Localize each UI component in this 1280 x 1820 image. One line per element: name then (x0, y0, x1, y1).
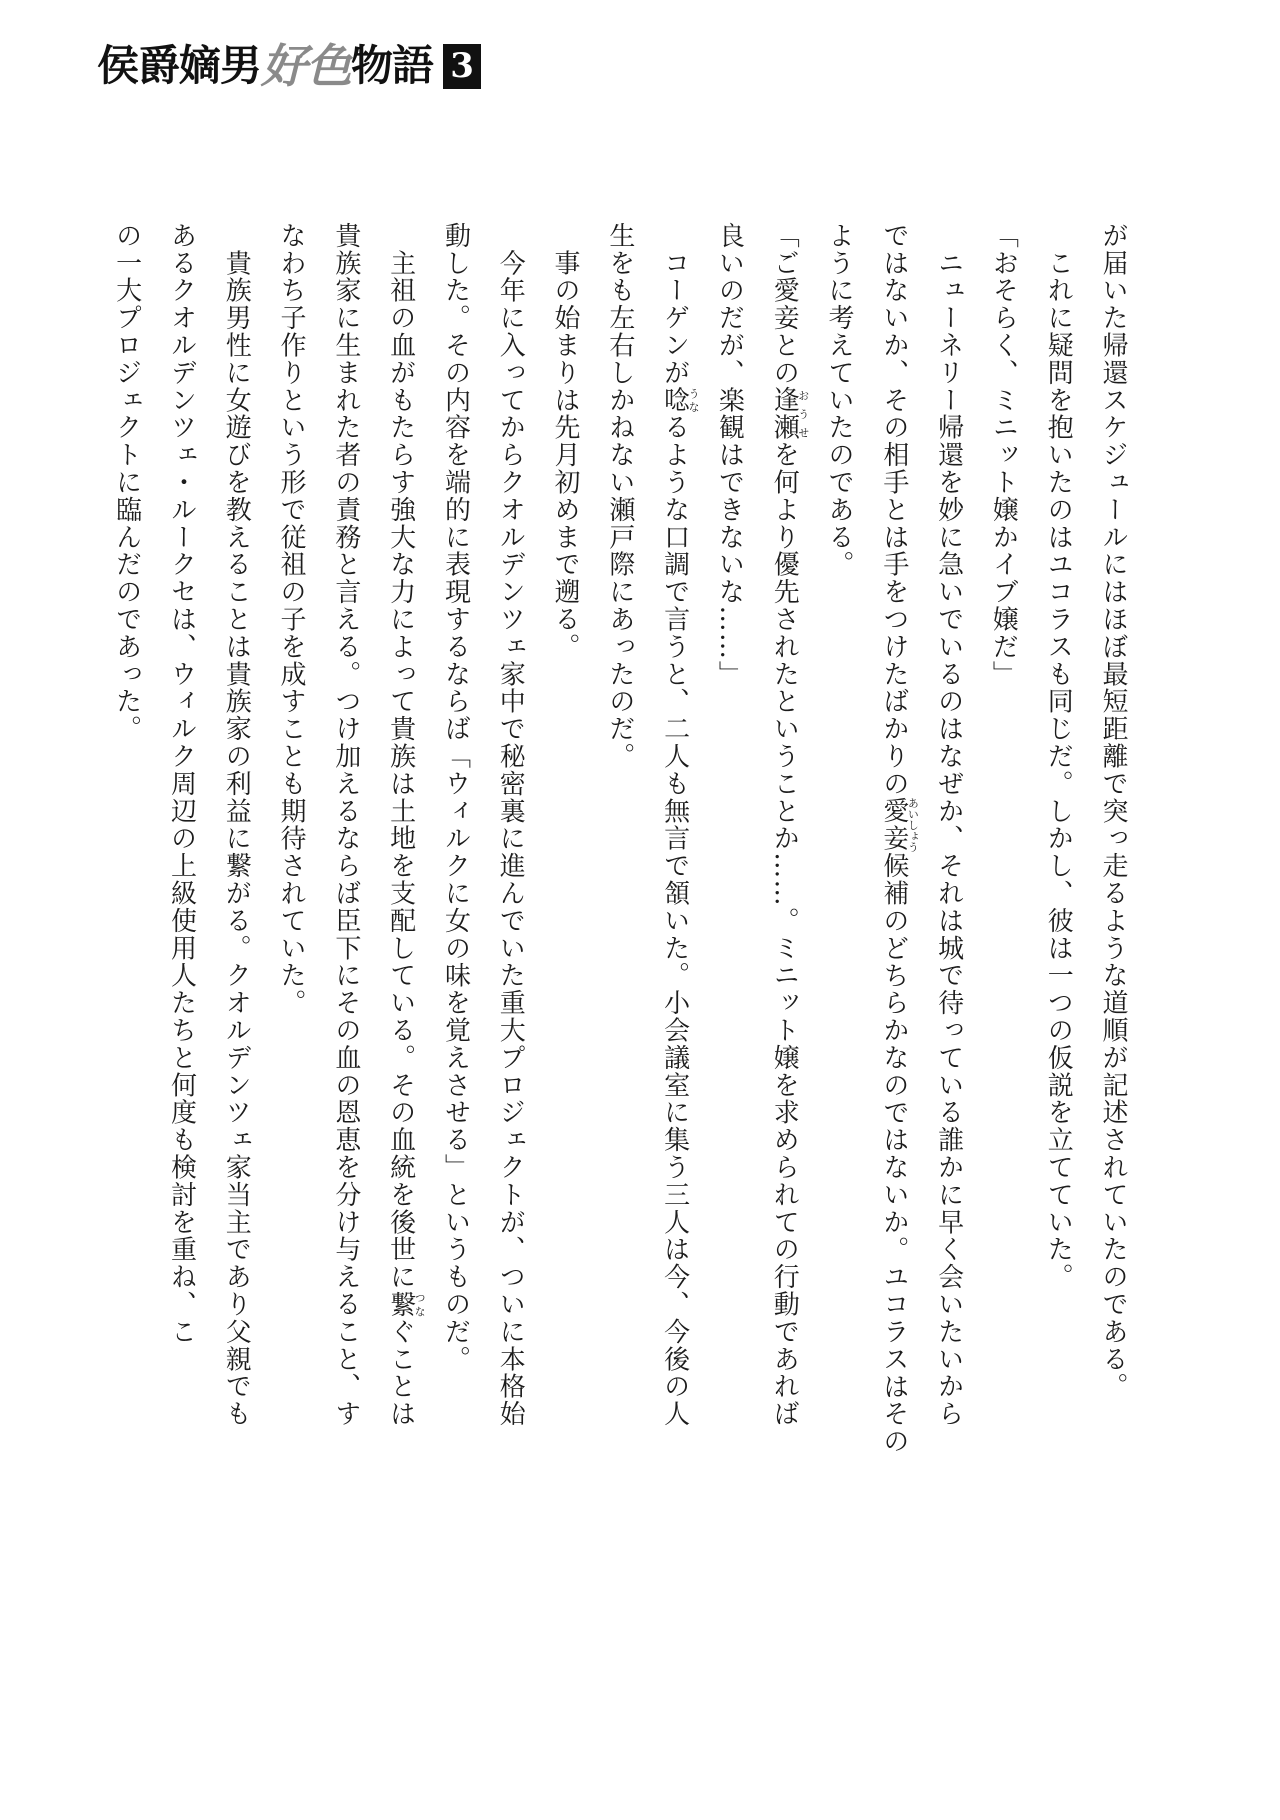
text-line: が届いた帰還スケジュールにはほぼ最短距離で突っ走るような道順が記述されていたのである。 (1098, 222, 1128, 1401)
text-line: なわち子作りという形で従祖の子を成すことも期待されていた。 (276, 222, 307, 1017)
ruby-reading: おうせ (796, 386, 810, 442)
text-line: 良いのだが、楽観はできないな……」 (714, 222, 745, 688)
text-segment: 「ご愛妾との (769, 222, 800, 387)
volume-number-badge: 3 (443, 44, 481, 89)
ruby-word (659, 386, 701, 414)
text-line: 今年に入ってからクオルデンツェ家中で秘密裏に進んでいた重大プロジェクトが、ついに本格始 (495, 222, 526, 1428)
text-line: ニューネリー帰還を妙に急いでいるのはなぜか、それは城で待っている誰かに早く会いたいから (933, 222, 964, 1428)
text-line: 動した。その内容を端的に表現するならば「ウィルクに女の味を覚えさせる」というものだ。 (440, 222, 471, 1373)
text-line: 貴族家に生まれた者の責務と言える。つけ加えるならば臣下にその血の恩恵を分け与えること、す (330, 222, 361, 1428)
text-line (647, 222, 702, 1428)
ruby-reading: あいしょう (906, 797, 920, 853)
ruby-base: 繋 (385, 1290, 416, 1319)
ruby-base: 愛妾 (878, 797, 909, 853)
text-line: ように考えていたのである。 (824, 222, 855, 579)
text-line: これに疑問を抱いたのはユコラスも同じだ。しかし、彼は一つの仮説を立てていた。 (1043, 222, 1074, 1291)
ruby-reading: うな (687, 386, 701, 414)
text-segment: コーゲンが (659, 222, 690, 387)
text-line: あるクオルデンツェ・ルークセは、ウィルク周辺の上級使用人たちと何度も検討を重ね、こ (166, 222, 197, 1346)
title-accent: 好色 (261, 39, 352, 93)
title-prefix: 侯爵嫡男 (97, 41, 262, 90)
text-line: 「おそらく、ミニット嬢かイブ嬢だ」 (988, 222, 1019, 688)
vertical-body-text (99, 222, 1140, 1456)
text-line: 生をも左右しかねない瀬戸際にあったのだ。 (604, 222, 635, 770)
text-segment: 主祖の血がもたらす強大な力によって貴族は土地を支配している。その血統を後世に (385, 222, 416, 1291)
text-segment: 候補のどちらかなのではないか。ユコラスはその (878, 852, 909, 1456)
ruby-base: 逢瀬 (769, 386, 800, 442)
ruby-word (769, 386, 810, 442)
ruby-base: 唸 (659, 386, 690, 414)
text-line (373, 222, 428, 1428)
text-line: 事の始まりは先月初めまで遡る。 (550, 222, 581, 661)
text-segment: るような口調で言うと、二人も無言で頷いた。小会議室に集う三人は今、今後の人 (659, 413, 690, 1428)
ruby-reading: つな (413, 1290, 427, 1318)
text-segment: ぐことは (385, 1318, 416, 1428)
ruby-word (385, 1290, 427, 1319)
text-line: の一大プロジェクトに臨んだのであった。 (111, 222, 142, 743)
text-line: 貴族男性に女遊びを教えることは貴族家の利益に繋がる。クオルデンツェ家当主であり父親でも (221, 222, 252, 1428)
ruby-word (878, 797, 920, 853)
book-title-header (97, 40, 481, 92)
text-line (756, 222, 811, 1428)
text-segment: ではないか、その相手とは手をつけたばかりの (878, 222, 909, 798)
title-suffix: 物語 (351, 41, 434, 90)
text-segment: を何より優先されたということか……。ミニット嬢を求められての行動であれば (769, 441, 800, 1428)
text-line (866, 222, 921, 1456)
